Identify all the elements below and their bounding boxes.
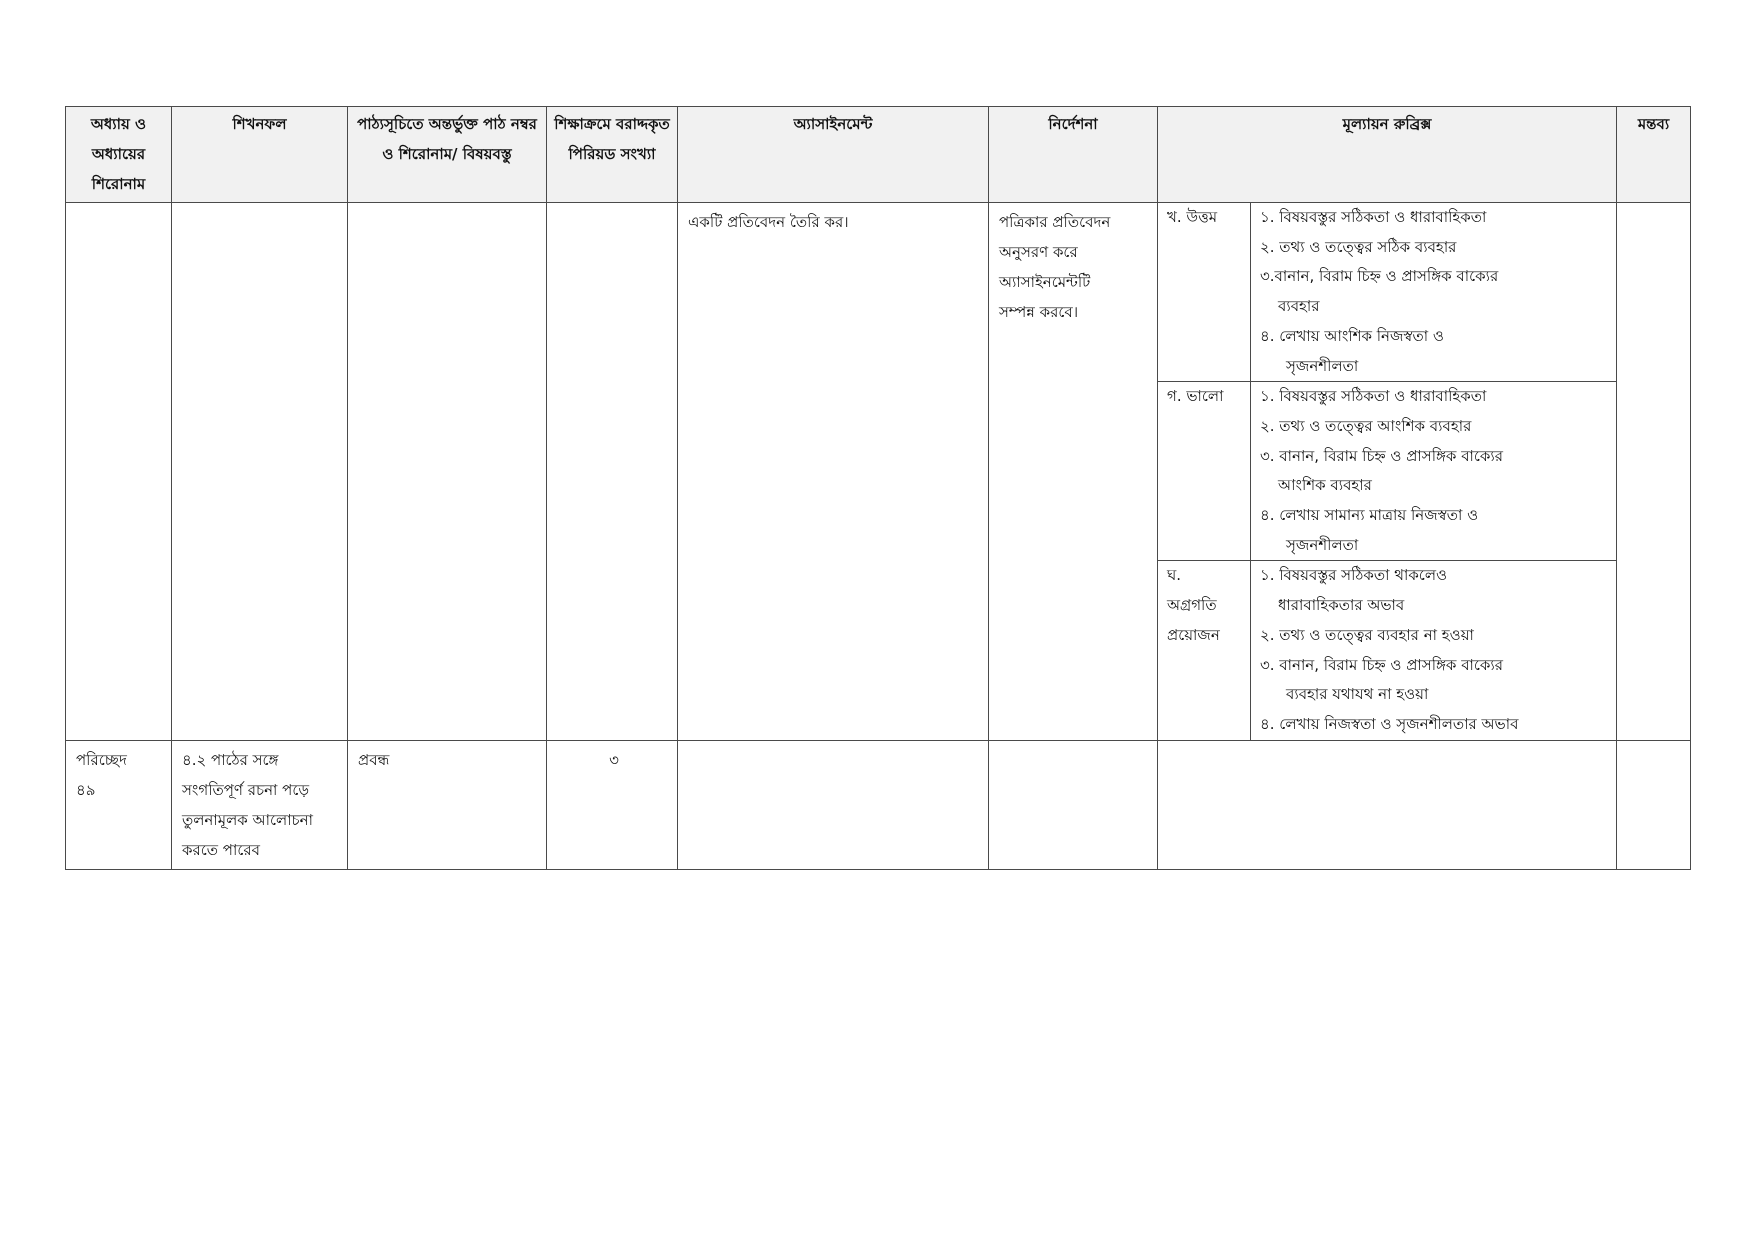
- rubric-criterion: ১. বিষয়বস্তুর সঠিকতা থাকলেও: [1260, 566, 1448, 585]
- rubric-criterion: ২. তথ্য ও তত্ত্বের সঠিক ব্যবহার: [1260, 237, 1457, 256]
- header-assignment: অ্যাসাইনমেন্ট: [678, 107, 989, 203]
- header-remarks: মন্তব্য: [1617, 107, 1691, 203]
- chapter-cell: [66, 740, 172, 869]
- header-outcome: শিখনফল: [172, 107, 348, 203]
- rubric-criterion: ১. বিষয়বস্তুর সঠিকতা ও ধারাবাহিকতা: [1260, 387, 1487, 406]
- table-row: [66, 740, 1691, 869]
- instruction-cell: [989, 203, 1158, 741]
- header-instruction: নির্দেশনা: [989, 107, 1158, 203]
- rubric-row: [1158, 382, 1616, 561]
- header-lesson: পাঠ্যসূচিতে অন্তর্ভুক্ত পাঠ নম্বর ও শিরোনাম/ বিষয়বস্তু: [348, 107, 547, 203]
- rubric-grade-line: প্রয়োজন: [1167, 625, 1220, 644]
- rubric-table: [1158, 203, 1616, 740]
- rubric-grade-line: ঘ.: [1167, 566, 1182, 585]
- rubric-criterion: ১. বিষয়বস্তুর সঠিকতা ও ধারাবাহিকতা: [1260, 208, 1487, 226]
- rubric-criteria: [1251, 561, 1617, 740]
- instruction-line: পত্রিকার প্রতিবেদন: [999, 213, 1111, 231]
- instruction-line: অনুসরণ করে: [999, 243, 1078, 261]
- rubric-criteria: [1251, 203, 1617, 382]
- instruction-line: সম্পন্ন করবে।: [999, 303, 1079, 321]
- chapter-cell: [66, 203, 172, 741]
- lesson-cell: [348, 203, 547, 741]
- chapter-line: ৪৯: [76, 780, 96, 799]
- rubric-criterion: ব্যবহার যথাযথ না হওয়া: [1286, 685, 1429, 704]
- outcome-line: করতে পারেব: [182, 840, 260, 859]
- periods-cell: [547, 203, 678, 741]
- chapter-line: পরিচ্ছেদ: [76, 750, 127, 769]
- lesson-cell: প্রবন্ধ: [348, 740, 547, 869]
- rubric-criterion: আংশিক ব্যবহার: [1278, 476, 1372, 495]
- lesson-plan-table: [65, 106, 1691, 870]
- header-chapter: অধ্যায় ও অধ্যায়ের শিরোনাম: [66, 107, 172, 203]
- rubric-criterion: সৃজনশীলতা: [1286, 535, 1359, 554]
- instruction-cell: [989, 740, 1158, 869]
- header-rubric: মূল্যায়ন রুব্রিক্স: [1158, 107, 1617, 203]
- rubric-row: [1158, 561, 1616, 740]
- rubric-criterion: ব্যবহার: [1278, 297, 1320, 316]
- rubric-criterion: ধারাবাহিকতার অভাব: [1278, 596, 1405, 615]
- rubric-cell: [1158, 740, 1617, 869]
- rubric-cell: [1158, 203, 1617, 741]
- rubric-criterion: ৪. লেখায় নিজস্বতা ও সৃজনশীলতার অভাব: [1260, 714, 1519, 733]
- remarks-cell: [1617, 203, 1691, 741]
- rubric-criterion: ২. তথ্য ও তত্ত্বের ব্যবহার না হওয়া: [1260, 625, 1474, 644]
- assignment-cell: [678, 740, 989, 869]
- rubric-grade: গ. ভালো: [1158, 382, 1251, 561]
- outcome-line: তুলনামূলক আলোচনা: [182, 810, 313, 829]
- rubric-criterion: ২. তথ্য ও তত্ত্বের আংশিক ব্যবহার: [1260, 416, 1472, 435]
- rubric-criterion: ৩. বানান, বিরাম চিহ্ন ও প্রাসঙ্গিক বাক্যের: [1260, 655, 1504, 674]
- assignment-cell: একটি প্রতিবেদন তৈরি কর।: [678, 203, 989, 741]
- rubric-criterion: ৩.বানান, বিরাম চিহ্ন ও প্রাসঙ্গিক বাক্যের: [1260, 267, 1499, 286]
- rubric-criterion: ৪. লেখায় আংশিক নিজস্বতা ও: [1260, 326, 1444, 345]
- rubric-criterion: সৃজনশীলতা: [1286, 356, 1359, 375]
- header-row: [66, 107, 1691, 203]
- outcome-line: সংগতিপূর্ণ রচনা পড়ে: [182, 780, 310, 799]
- rubric-grade: খ. উত্তম: [1158, 203, 1251, 382]
- rubric-grade-line: অগ্রগতি: [1167, 596, 1217, 615]
- outcome-cell: [172, 203, 348, 741]
- rubric-criterion: ৩. বানান, বিরাম চিহ্ন ও প্রাসঙ্গিক বাক্যের: [1260, 446, 1504, 465]
- periods-cell: ৩: [547, 740, 678, 869]
- rubric-row: [1158, 203, 1616, 382]
- table-row: [66, 203, 1691, 741]
- rubric-criteria: [1251, 382, 1617, 561]
- instruction-line: অ্যাসাইনমেন্টটি: [999, 273, 1091, 291]
- rubric-criterion: ৪. লেখায় সামান্য মাত্রায় নিজস্বতা ও: [1260, 506, 1479, 525]
- outcome-line: ৪.২ পাঠের সঙ্গে: [182, 750, 279, 769]
- rubric-grade: [1158, 561, 1251, 740]
- outcome-cell: [172, 740, 348, 869]
- remarks-cell: [1617, 740, 1691, 869]
- header-periods: শিক্ষাক্রমে বরাদ্দকৃত পিরিয়ড সংখ্যা: [547, 107, 678, 203]
